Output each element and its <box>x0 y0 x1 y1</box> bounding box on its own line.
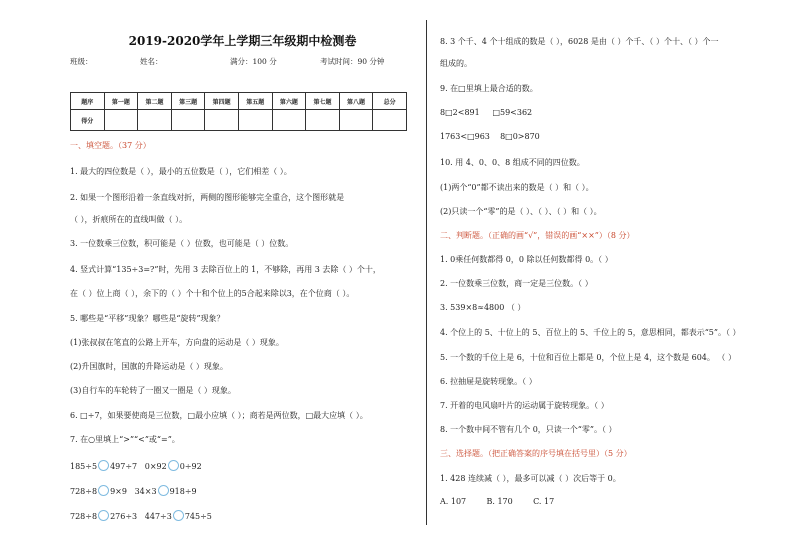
judge-item-1: 1. 0乘任何数都得 0，0 除以任何数都得 0。（ ） <box>440 255 613 264</box>
score-input-cell[interactable] <box>272 110 306 131</box>
question-4b: 在（ ）位上商（ ），余下的（ ）个十和个位上的5合起来除以3，在个位商（ ）。 <box>70 289 355 298</box>
score-header-cell: 第一题 <box>104 93 138 110</box>
choice-option[interactable]: C. 17 <box>533 497 555 506</box>
judge-item-8: 8. 一个数中间不管有几个 0，只读一个“零”。（ ） <box>440 425 617 434</box>
choice-option[interactable]: A. 107 <box>440 497 467 506</box>
choice-question-1: 1. 428 连续减（ ），最多可以减（ ）次后等于 0。 <box>440 474 621 483</box>
name-label: 姓名： <box>140 57 163 66</box>
compare-circle-icon[interactable] <box>98 510 109 521</box>
question-4a: 4. 竖式计算“135÷3=?”时，先用 3 去除百位上的 1，不够除，再用 3 去除（ ）个十， <box>70 265 381 274</box>
question-10-1: (1)两个“0”都不读出来的数是（ ）和（ ）。 <box>440 183 594 192</box>
compare-circle-icon[interactable] <box>98 485 109 496</box>
section2-title: 二、判断题。（正确的画“√”，错误的画“××”）（8 分） <box>440 231 635 240</box>
score-row-label: 得分 <box>71 110 105 131</box>
question-9-row2 <box>440 132 540 141</box>
section1-title: 一、填空题。（37 分） <box>70 141 151 150</box>
question-8a: 8. 3 个千、4 个十组成的数是（ ），6028 是由（ ）个千、（ ）个十、（ ）个一 <box>440 37 719 46</box>
question-8b: 组成的。 <box>440 59 472 68</box>
compare-circle-icon[interactable] <box>173 510 184 521</box>
column-divider <box>426 20 427 525</box>
fill-box-expr: 1763<□963 <box>440 132 490 141</box>
exam-title: 2019-2020学年上学期三年级期中检测卷 <box>128 34 357 48</box>
judge-item-2: 2. 一位数乘三位数，商一定是三位数。（ ） <box>440 279 593 288</box>
class-label: 班级： <box>70 57 93 66</box>
question-9: 9. 在□里填上最合适的数。 <box>440 84 538 93</box>
question-2b: （ ），折痕所在的直线叫做（ ）。 <box>70 215 188 224</box>
score-input-cell[interactable] <box>205 110 239 131</box>
judge-item-6: 6. 拉抽屉是旋转现象。（ ） <box>440 377 537 386</box>
compare-circle-icon[interactable] <box>168 460 179 471</box>
compare-circle-icon[interactable] <box>158 485 169 496</box>
question-5-1: (1)张叔叔在笔直的公路上开车，方向盘的运动是（ ）现象。 <box>70 338 284 347</box>
score-header-cell: 第六题 <box>272 93 306 110</box>
question-10-2: (2)只读一个“零”的是（ ）、（ ）、（ ）和（ ）。 <box>440 207 602 216</box>
question-6: 6. □÷7，如果要使商是三位数，□最小应填（ ）；商若是两位数，□最大应填（ ）。 <box>70 411 368 420</box>
score-input-cell[interactable] <box>238 110 272 131</box>
compare-term: 276÷3 <box>110 512 138 521</box>
judge-item-3: 3. 539×8≈4800 （ ） <box>440 303 526 312</box>
score-header-cell: 第四题 <box>205 93 239 110</box>
compare-term: 918÷9 <box>169 487 197 496</box>
compare-term: 34×3 <box>134 487 157 496</box>
score-header-cell: 第二题 <box>138 93 172 110</box>
compare-term: 9×9 <box>110 487 127 496</box>
question-1: 1. 最大的四位数是（ ），最小的五位数是（ ），它们相差（ ）。 <box>70 167 292 176</box>
score-header-cell: 题序 <box>71 93 105 110</box>
compare-term: 745÷5 <box>184 512 212 521</box>
judge-item-5: 5. 一个数的千位上是 6，十位和百位上都是 0，个位上是 4，这个数是 604。 （ ） <box>440 353 736 362</box>
question-10: 10. 用 4、0、0、8 组成不同的四位数。 <box>440 158 585 167</box>
compare-term: 728÷8 <box>70 487 98 496</box>
compare-circle-icon[interactable] <box>98 460 109 471</box>
judge-item-7: 7. 开着的电风扇叶片的运动属于旋转现象。（ ） <box>440 401 609 410</box>
question-3: 3. 一位数乘三位数，积可能是（ ）位数，也可能是（ ）位数。 <box>70 239 294 248</box>
question-5-3: (3)自行车的车轮转了一圈又一圈是（ ）现象。 <box>70 386 236 395</box>
compare-term: 447÷3 <box>144 512 172 521</box>
score-header-cell: 第五题 <box>238 93 272 110</box>
score-header-cell: 第八题 <box>339 93 373 110</box>
score-input-cell[interactable] <box>306 110 340 131</box>
score-header-cell: 第七题 <box>306 93 340 110</box>
fill-box-expr: 8□0>870 <box>500 132 540 141</box>
right-column <box>440 0 780 549</box>
question-5-2: (2)升国旗时，国旗的升降运动是（ ）现象。 <box>70 362 228 371</box>
compare-term: 0×92 <box>144 462 167 471</box>
section3-title: 三、选择题。（把正确答案的序号填在括号里）（5 分） <box>440 449 632 458</box>
compare-row <box>70 510 212 521</box>
compare-term: 185÷5 <box>70 462 98 471</box>
compare-term: 497÷7 <box>110 462 138 471</box>
choice-option[interactable]: B. 170 <box>486 497 513 506</box>
left-column <box>70 0 415 549</box>
compare-term: 728÷8 <box>70 512 98 521</box>
score-input-cell[interactable] <box>138 110 172 131</box>
compare-row <box>70 485 197 496</box>
score-input-cell[interactable] <box>373 110 407 131</box>
full-marks: 满分：100 分 <box>230 57 277 66</box>
question-2a: 2. 如果一个图形沿着一条直线对折，两侧的图形能够完全重合，这个图形就是 <box>70 193 345 202</box>
score-input-cell[interactable] <box>171 110 205 131</box>
judge-item-4: 4. 个位上的 5、十位上的 5、百位上的 5、千位上的 5，意思相同，都表示“5”。（ ） <box>440 328 741 337</box>
score-header-cell: 总分 <box>373 93 407 110</box>
exam-time: 考试时间：90 分钟 <box>320 57 385 66</box>
question-7: 7. 在○里填上“>”“<”或“=”。 <box>70 435 180 444</box>
fill-box-expr: 8□2<891 <box>440 108 480 117</box>
score-header-cell: 第三题 <box>171 93 205 110</box>
score-input-cell[interactable] <box>339 110 373 131</box>
fill-box-expr: □59<362 <box>492 108 533 117</box>
question-9-row1 <box>440 108 532 117</box>
question-5: 5. 哪些是“平移”现象？哪些是“旋转”现象？ <box>70 314 225 323</box>
compare-row <box>70 460 202 471</box>
score-input-cell[interactable] <box>104 110 138 131</box>
choice-options <box>440 497 554 506</box>
compare-term: 0÷92 <box>179 462 202 471</box>
score-table <box>70 92 407 131</box>
